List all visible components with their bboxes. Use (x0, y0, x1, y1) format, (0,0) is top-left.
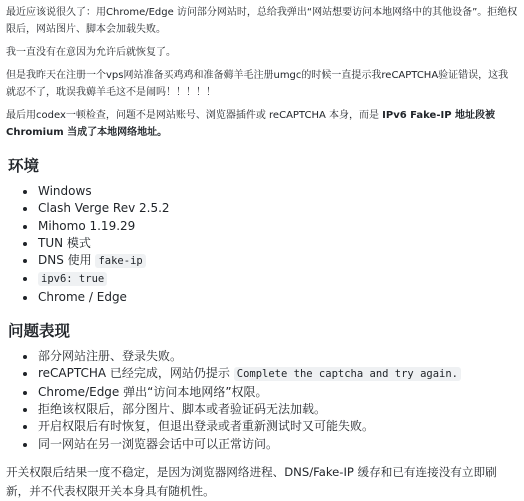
list-item (38, 235, 518, 252)
list-item (38, 218, 518, 235)
list-item (38, 289, 518, 306)
list-item (38, 252, 518, 270)
list-item (38, 200, 518, 217)
intro-paragraph-1: 最近应该说很久了：用Chrome/Edge 访问部分网站时，总给我弹出“网站想要访问本地网络中的其他设备”。拒绝权限后，网站图片、脚本会加载失败。 (6, 7, 518, 35)
list-item-text: TUN 模式 (38, 235, 91, 250)
list-item (38, 270, 518, 288)
intro-paragraph-3: 但是我昨天在注册一个vps网站准备买鸡鸡和准备薅羊毛注册umgc的时候一直提示我reCAPTCHA验证错误，这我就忍不了，耽误我薅羊毛这不是闹吗！！！！！ (6, 70, 509, 98)
inline-code: fake-ip (95, 254, 145, 268)
list-item (38, 384, 518, 401)
issue-list (6, 348, 518, 453)
list-item (38, 348, 518, 365)
footer-paragraph: 开关权限后结果一度不稳定，是因为浏览器网络进程、DNS/Fake-IP 缓存和已有连接没有立即刷新，并不代表权限开关本身具有随机性。 (6, 464, 497, 498)
list-item (38, 401, 518, 418)
intro-paragraph-2: 我一直没有在意因为允许后就恢复了。 (6, 47, 176, 58)
list-item-text: 拒绝该权限后，部分图片、脚本或者验证码无法加载。 (38, 401, 327, 416)
list-item (38, 183, 518, 200)
list-item-text: 开启权限后有时恢复，但退出登录或者重新测试时又可能失败。 (38, 419, 375, 434)
list-item-text: Chrome / Edge (38, 289, 127, 304)
list-item-text: 同一网站在另一浏览器会话中可以正常访问。 (38, 436, 279, 451)
issue-heading: 问题表现 (8, 322, 71, 341)
inline-code: ipv6: true (38, 272, 107, 286)
intro-paragraph-4 (6, 107, 518, 141)
env-heading: 环境 (8, 157, 40, 175)
list-item-text: 部分网站注册、登录失败。 (38, 349, 183, 364)
list-item-text: Mihomo 1.19.29 (38, 218, 136, 233)
intro-paragraph-4-text: 最后用codex一顿检查，问题不是网站账号、浏览器插件或 reCAPTCHA 本身，而是 (6, 110, 383, 121)
list-item (38, 436, 518, 453)
list-item (38, 418, 518, 435)
inline-code: Complete the captcha and try again. (234, 367, 461, 381)
env-list (6, 183, 518, 306)
list-item (38, 365, 518, 383)
list-item-text: Clash Verge Rev 2.5.2 (38, 201, 170, 216)
list-item-text: DNS 使用 (38, 253, 96, 268)
list-item-text: Windows (38, 184, 92, 198)
intro-paragraph-4-bold: IPv6 Fake-IP 地址段被 Chromium 当成了本地网络地址。 (6, 110, 496, 138)
list-item-text: Chrome/Edge 弹出“访问本地网络”权限。 (38, 384, 268, 399)
list-item-text: reCAPTCHA 已经完成，网站仍提示 (38, 366, 234, 381)
